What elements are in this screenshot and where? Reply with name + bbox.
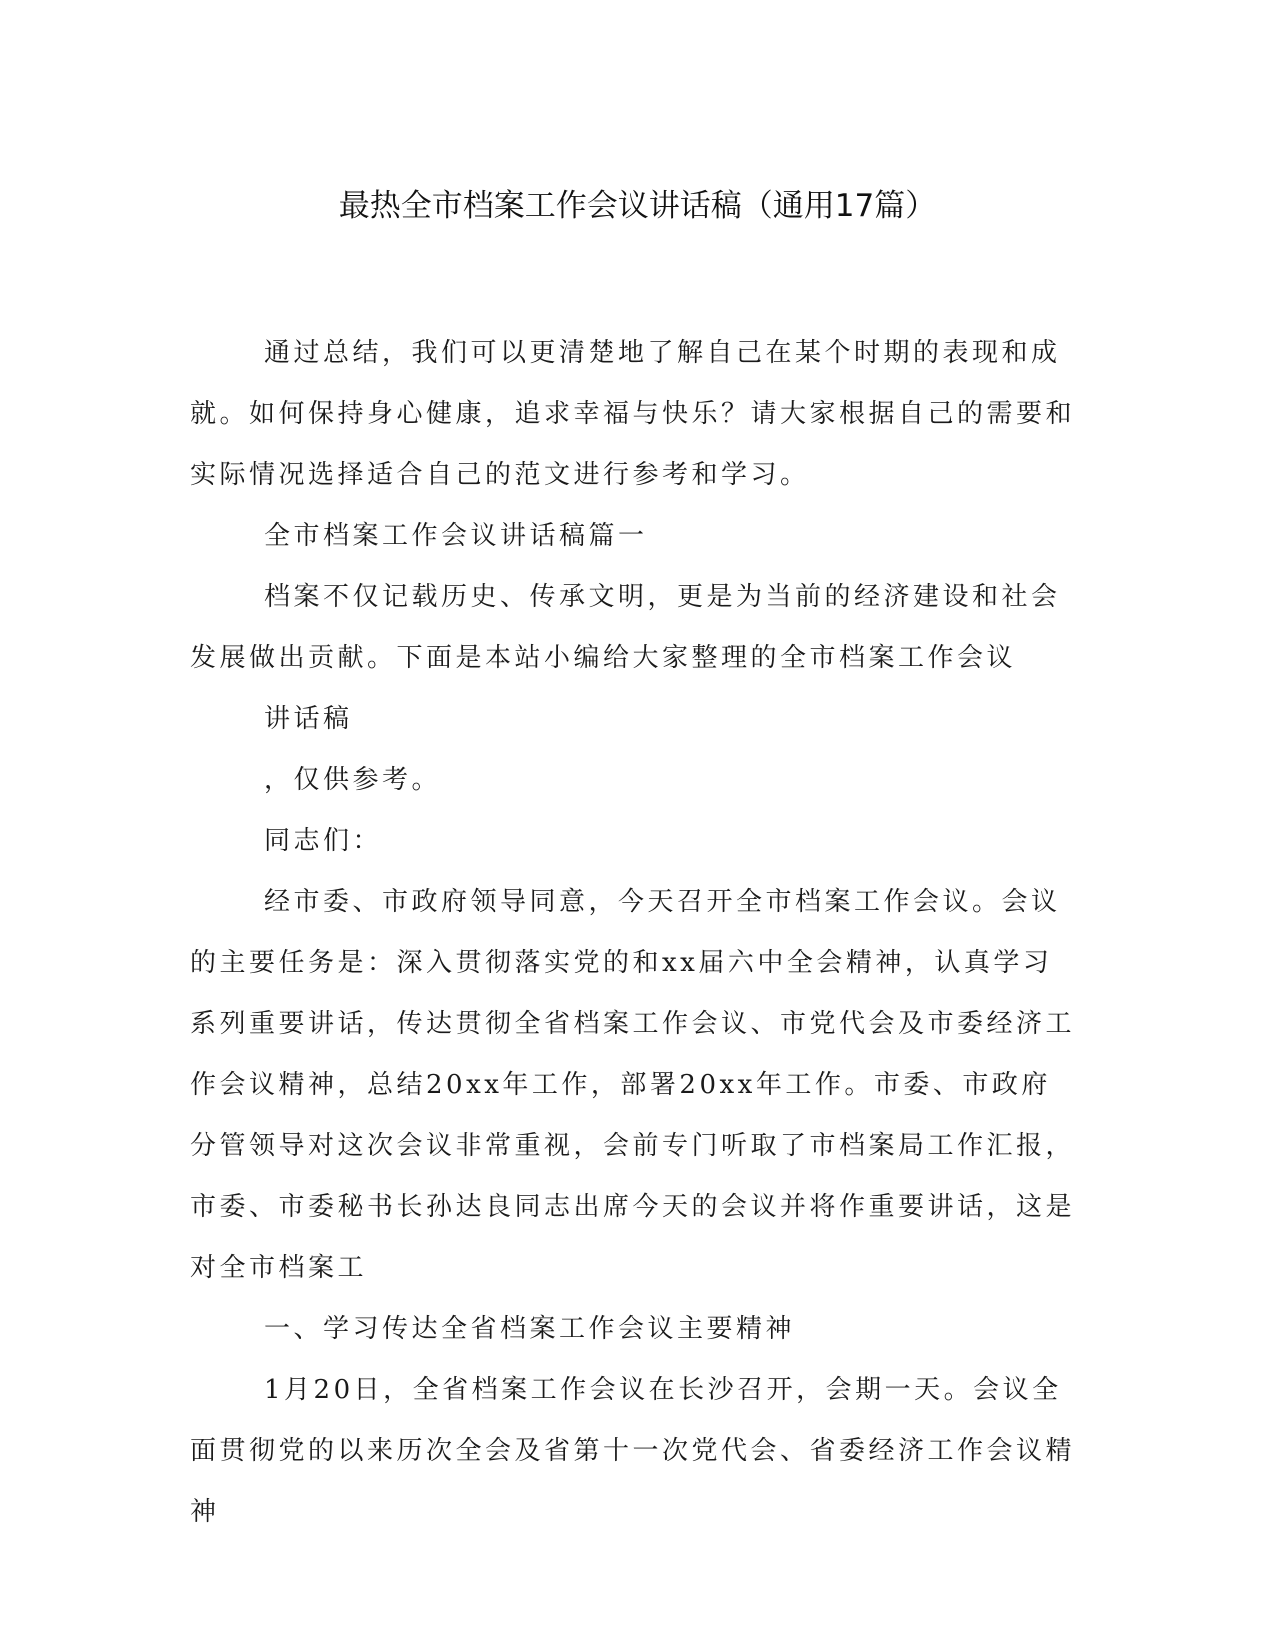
paragraph-archive-purpose: 档案不仅记载历史、传承文明，更是为当前的经济建设和社会发展做出贡献。下面是本站小编给大家整理的全市档案工作会议 xyxy=(190,582,1061,673)
paragraph-provincial-meeting: 1月20日，全省档案工作会议在长沙召开，会期一天。会议全面贯彻党的以来历次全会及省第十一次党代会、省委经济工作会议精神 xyxy=(190,1375,1076,1527)
paragraph-subheading-1: 一、学习传达全省档案工作会议主要精神 xyxy=(264,1314,796,1344)
paragraph-salutation: 同志们： xyxy=(264,826,383,856)
paragraph-speech-label: 讲话稿 xyxy=(264,704,353,734)
paragraph-intro: 通过总结，我们可以更清楚地了解自己在某个时期的表现和成就。如何保持身心健康，追求幸福与快乐？请大家根据自己的需要和实际情况选择适合自己的范文进行参考和学习。 xyxy=(190,338,1076,490)
paragraph-section-heading-1: 全市档案工作会议讲话稿篇一 xyxy=(264,521,648,551)
document-body xyxy=(190,323,1075,1543)
paragraph-for-reference: ，仅供参考。 xyxy=(264,765,442,795)
paragraph-meeting-overview: 经市委、市政府领导同意，今天召开全市档案工作会议。会议的主要任务是：深入贯彻落实党的和xx届六中全会精神，认真学习系列重要讲话，传达贯彻全省档案工作会议、市党代会及市委经济工作会议精神，总结20xx年工作，部署20xx年工作。市委、市政府分管领导对这次会议非常重视，会前专门听取了市档案局工作汇报，市委、市委秘书长孙达良同志出席今天的会议并将作重要讲话，这是对全市档案工 xyxy=(190,887,1076,1283)
document-title: 最热全市档案工作会议讲话稿（通用17篇） xyxy=(338,188,937,224)
